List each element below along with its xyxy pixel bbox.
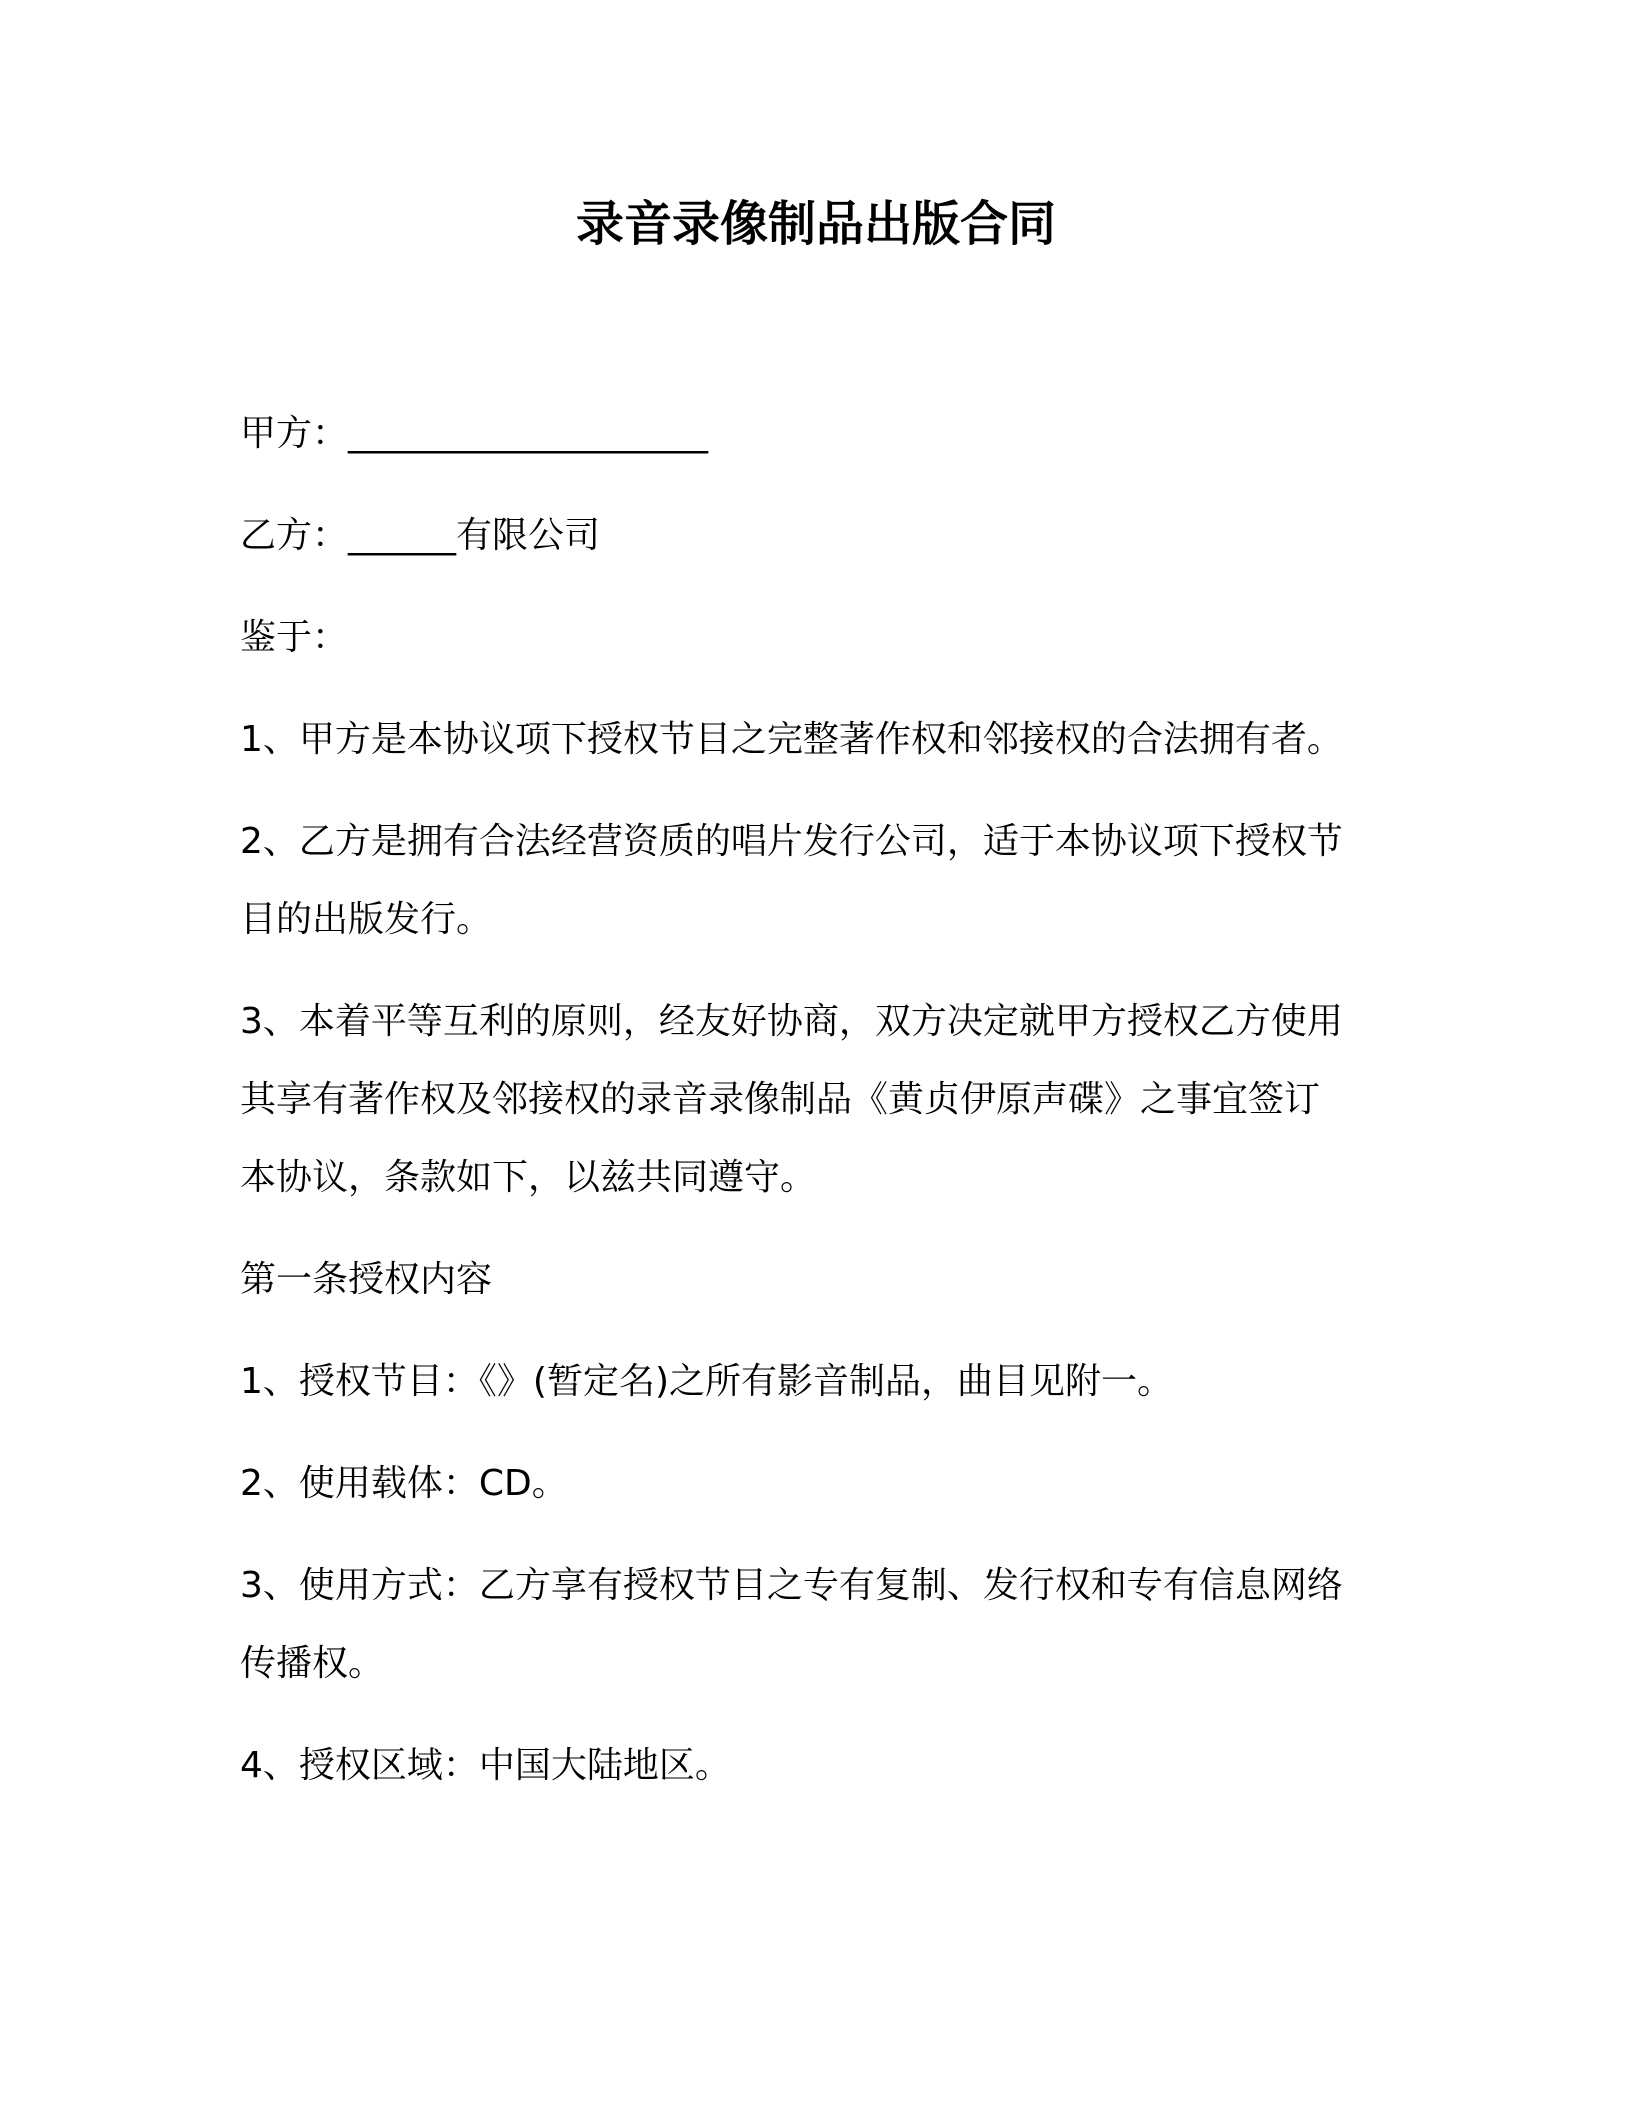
whereas-heading: 鉴于： — [240, 617, 349, 658]
document-title: 录音录像制品出版合同 — [575, 196, 1056, 252]
recital-3-line-3: 本协议，条款如下，以兹共同遵守。 — [240, 1157, 817, 1198]
party-b-line: 乙方：______有限公司 — [240, 515, 601, 556]
recital-1-line-1: 1、甲方是本协议项下授权节目之完整著作权和邻接权的合法拥有者。 — [240, 719, 1343, 760]
article-1-heading: 第一条授权内容 — [240, 1259, 493, 1300]
article-1-item-2: 2、使用载体：CD。 — [240, 1463, 568, 1504]
recital-3-line-1: 3、本着平等互利的原则，经友好协商，双方决定就甲方授权乙方使用 — [240, 1001, 1343, 1042]
recital-3-line-2: 其享有著作权及邻接权的录音录像制品《黄贞伊原声碟》之事宜签订 — [240, 1079, 1321, 1120]
recital-2-line-1: 2、乙方是拥有合法经营资质的唱片发行公司，适于本协议项下授权节 — [240, 821, 1343, 862]
article-1-item-3-line-1: 3、使用方式：乙方享有授权节目之专有复制、发行权和专有信息网络 — [240, 1565, 1343, 1606]
party-a-line: 甲方：____________________ — [240, 413, 709, 454]
article-1-item-3-line-2: 传播权。 — [240, 1643, 385, 1684]
article-1-item-1: 1、授权节目：《》(暂定名)之所有影音制品，曲目见附一。 — [240, 1361, 1173, 1402]
article-1-item-4: 4、授权区域：中国大陆地区。 — [240, 1745, 731, 1786]
recital-2-line-2: 目的出版发行。 — [240, 899, 493, 940]
